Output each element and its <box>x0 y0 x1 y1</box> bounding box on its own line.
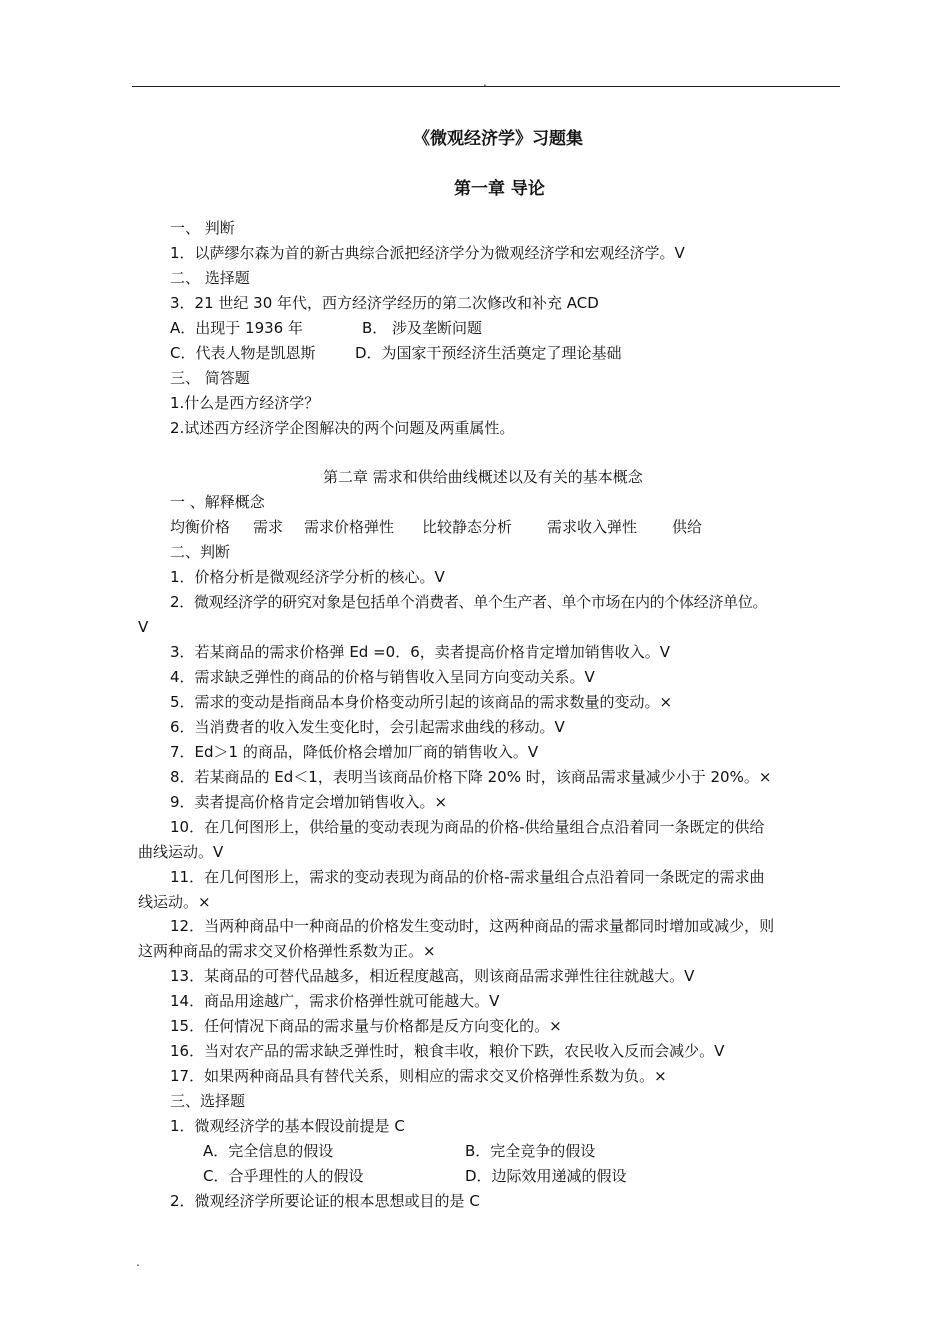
ch2-judgment-12: 12．当两种商品中一种商品的价格发生变动时，这两种商品的需求量都同时增加或减少，则 <box>170 917 775 935</box>
ch2-judgment-7: 7．Ed＞1 的商品，降低价格会增加厂商的销售收入。V <box>170 743 539 761</box>
header-mark: . <box>483 75 487 89</box>
ch1-choice-3-option-a: A．出现于 1936 年 <box>170 319 303 337</box>
ch1-judgment-1: 1．以萨缪尔森为首的新古典综合派把经济学分为微观经济学和宏观经济学。V <box>170 244 685 262</box>
ch1-section-short-answer: 三、 简答题 <box>170 369 250 387</box>
ch2-section-concepts: 一 、解释概念 <box>170 493 265 511</box>
ch2-concept-equilibrium-price: 均衡价格 <box>170 518 231 536</box>
ch2-judgment-2: 2．微观经济学的研究对象是包括单个消费者、单个生产者、单个市场在内的个体经济单位。 <box>170 593 768 611</box>
header-rule <box>132 86 840 87</box>
ch2-judgment-11-cont: 线运动。× <box>138 893 211 911</box>
ch2-concept-demand: 需求 <box>253 518 284 536</box>
ch2-judgment-5: 5．需求的变动是指商品本身价格变动所引起的该商品的需求数量的变动。× <box>170 693 673 711</box>
ch2-choice-1-option-b: B．完全竞争的假设 <box>465 1142 596 1160</box>
ch2-choice-1-option-a: A．完全信息的假设 <box>203 1142 334 1160</box>
ch2-judgment-4: 4．需求缺乏弹性的商品的价格与销售收入呈同方向变动关系。V <box>170 668 595 686</box>
chapter1-heading: 第一章 导论 <box>454 179 545 199</box>
ch2-concept-price-elasticity: 需求价格弹性 <box>304 518 395 536</box>
ch2-judgment-8: 8．若某商品的 Ed＜1，表明当该商品价格下降 20% 时，该商品需求量减少小于 20%。× <box>170 768 772 786</box>
ch2-choice-1-option-c: C．合乎理性的人的假设 <box>203 1167 364 1185</box>
ch2-judgment-14: 14．商品用途越广，需求价格弹性就可能越大。V <box>170 992 500 1010</box>
ch2-choice-1-option-d: D．边际效用递减的假设 <box>465 1167 627 1185</box>
ch2-judgment-1: 1．价格分析是微观经济学分析的核心。V <box>170 568 445 586</box>
ch2-judgment-13: 13．某商品的可替代品越多，相近程度越高，则该商品需求弹性往往就越大。V <box>170 967 695 985</box>
ch2-judgment-11: 11．在几何图形上，需求的变动表现为商品的价格-需求量组合点沿着同一条既定的需求曲 <box>170 868 765 886</box>
ch2-concept-comparative-statics: 比较静态分析 <box>422 518 513 536</box>
ch2-concept-income-elasticity: 需求收入弹性 <box>547 518 638 536</box>
footer-mark: . <box>136 1255 140 1269</box>
ch1-section-judgment: 一、 判断 <box>170 219 235 237</box>
ch2-choice-1: 1．微观经济学的基本假设前提是 C <box>170 1117 405 1135</box>
ch1-choice-3: 3．21 世纪 30 年代，西方经济学经历的第二次修改和补充 ACD <box>170 294 599 312</box>
ch2-judgment-10-cont: 曲线运动。V <box>138 843 224 861</box>
ch2-section-choice: 三、选择题 <box>170 1092 246 1110</box>
ch1-choice-3-option-d: D．为国家干预经济生活奠定了理论基础 <box>355 344 622 362</box>
ch2-judgment-3: 3．若某商品的需求价格弹 Ed =0．6，卖者提高价格肯定增加销售收入。V <box>170 643 670 661</box>
ch2-judgment-6: 6．当消费者的收入发生变化时，会引起需求曲线的移动。V <box>170 718 565 736</box>
ch2-section-judgment: 二、判断 <box>170 543 231 561</box>
ch2-judgment-16: 16．当对农产品的需求缺乏弹性时，粮食丰收，粮价下跌，农民收入反而会减少。V <box>170 1042 725 1060</box>
ch2-judgment-12-cont: 这两种商品的需求交叉价格弹性系数为正。× <box>138 942 436 960</box>
chapter2-heading: 第二章 需求和供给曲线概述以及有关的基本概念 <box>323 468 643 486</box>
ch2-judgment-17: 17．如果两种商品具有替代关系，则相应的需求交叉价格弹性系数为负。× <box>170 1067 667 1085</box>
ch2-judgment-2-cont: V <box>138 618 149 636</box>
ch1-choice-3-option-b: B． 涉及垄断问题 <box>362 319 483 337</box>
ch2-concept-supply: 供给 <box>672 518 703 536</box>
ch2-judgment-15: 15．任何情况下商品的需求量与价格都是反方向变化的。× <box>170 1017 562 1035</box>
ch1-short-answer-2: 2.试述西方经济学企图解决的两个问题及两重属性。 <box>170 419 515 437</box>
ch2-judgment-9: 9．卖者提高价格肯定会增加销售收入。× <box>170 793 448 811</box>
ch2-judgment-10: 10．在几何图形上，供给量的变动表现为商品的价格-供给量组合点沿着同一条既定的供给 <box>170 818 765 836</box>
ch1-section-choice: 二、 选择题 <box>170 269 250 287</box>
ch2-choice-2: 2．微观经济学所要论证的根本思想或目的是 C <box>170 1192 480 1210</box>
ch1-choice-3-option-c: C．代表人物是凯恩斯 <box>170 344 316 362</box>
ch1-short-answer-1: 1.什么是西方经济学？ <box>170 394 320 412</box>
document-title: 《微观经济学》习题集 <box>413 129 583 149</box>
